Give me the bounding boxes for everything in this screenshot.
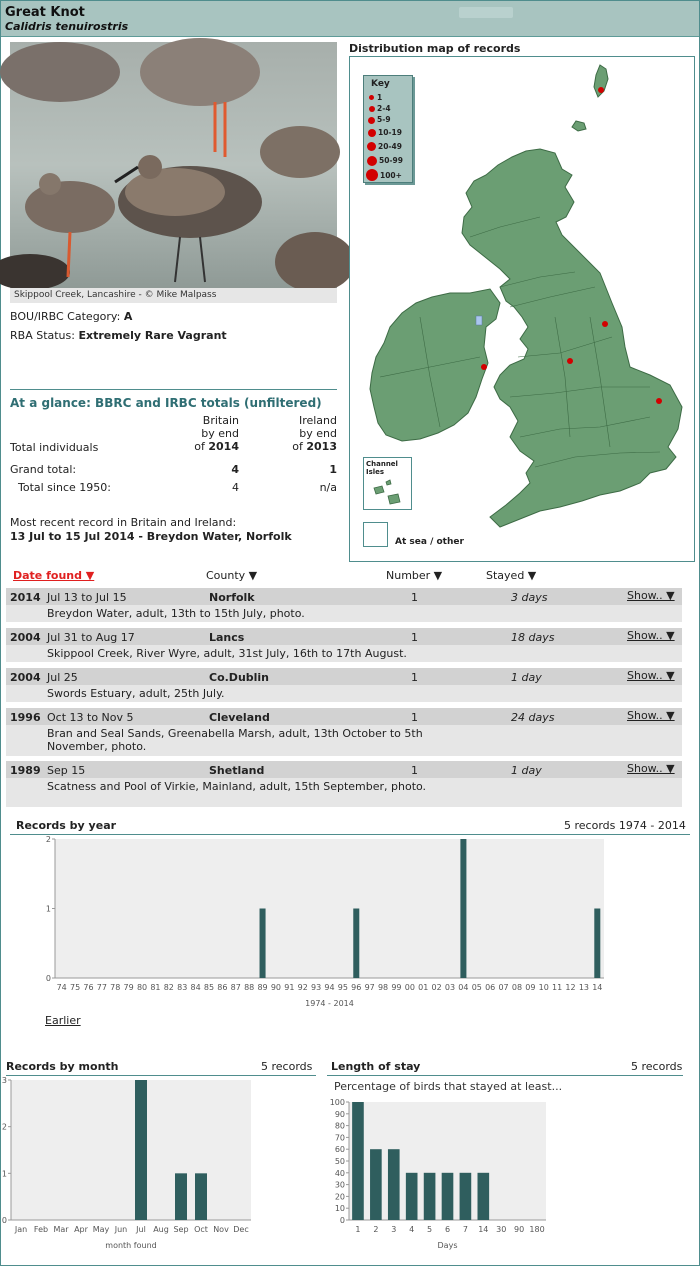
chart-x-tick-label: 93 [311,983,322,992]
chart-x-tick-label: 08 [511,983,523,992]
species-latin-name: Calidris tenuirostris [5,20,129,33]
key-dot-1 [369,95,374,100]
chart-x-tick-label: 06 [485,983,496,992]
chart-title: Percentage of birds that stayed at least... [334,1080,563,1093]
record-number: 1 [411,591,418,604]
ireland-column-header [276,414,337,453]
record-number: 1 [411,671,418,684]
map-dot-norfolk [656,398,662,404]
ireland-head-line2: by end [299,427,337,440]
at-sea-label: At sea / other [395,537,464,547]
chart-x-axis-label: Days [437,1241,458,1250]
chart-bar [460,1173,472,1220]
chart-x-tick-label: 74 [56,983,67,992]
record-dates: Jul 31 to Aug 17 [47,631,135,644]
photo-caption: Skippool Creek, Lancashire - © Mike Malpass [10,288,337,303]
chart-bar [370,1149,382,1220]
record-year: 2004 [10,631,41,644]
britain-column-header [180,414,239,453]
chart-x-tick-label: 180 [529,1225,545,1234]
sort-date-found[interactable]: Date found ▼ [13,569,95,582]
record-dates: Jul 13 to Jul 15 [47,591,127,604]
chart-x-tick-label: 96 [351,983,362,992]
chart-bar [460,839,466,978]
chart-bar [424,1173,436,1220]
record-detail: Skippool Creek, River Wyre, adult, 31st July, 16th to 17th August. [47,647,407,660]
chart-y-tick-label: 100 [329,1098,345,1107]
record-show-link[interactable]: Show.. ▼ [627,589,675,602]
map-dot-lancs [567,358,573,364]
table-row [6,628,682,662]
status-label: RBA Status: [10,329,75,342]
status-value: Extremely Rare Vagrant [78,329,227,342]
chart-x-tick-label: May [92,1225,110,1234]
key-dot-2 [369,106,375,112]
chart-y-tick-label: 1 [1,1169,7,1179]
record-stayed: 3 days [511,591,548,604]
record-year: 1989 [10,764,41,777]
britain-year: 2014 [208,440,239,453]
record-year: 2004 [10,671,41,684]
chart-x-tick-label: 86 [217,983,228,992]
chart-x-tick-label: 95 [337,983,348,992]
length-of-stay-chart [327,1075,683,1255]
since-1950-label: Total since 1950: [18,481,111,494]
chart-y-tick-label: 0 [45,974,51,983]
chart-x-tick-label: 11 [552,983,563,992]
record-show-link[interactable]: Show.. ▼ [627,709,675,722]
chart-x-axis-label: 1974 - 2014 [305,999,354,1008]
chart-x-tick-label: 04 [458,983,469,992]
chart-y-tick-label: 60 [334,1145,345,1155]
records-by-month-summary: 5 records [261,1060,313,1073]
length-of-stay-title: Length of stay [331,1060,421,1073]
record-detail: Swords Estuary, adult, 25th July. [47,687,225,700]
chart-y-tick-label: 0 [339,1216,345,1225]
chart-x-tick-label: 07 [498,983,509,992]
chart-x-tick-label: Feb [33,1225,49,1234]
table-row [6,761,682,807]
grand-total-ireland: 1 [329,463,337,476]
chart-x-tick-label: 92 [297,983,308,992]
record-detail: Breydon Water, adult, 13th to 15th July, photo. [47,607,305,620]
chart-x-tick-label: 14 [478,1225,489,1234]
ireland-year: 2013 [306,440,337,453]
records-by-year-summary: 5 records 1974 - 2014 [564,819,686,832]
chart-y-tick-label: 0 [1,1216,7,1225]
chart-bar [195,1173,207,1220]
chart-x-tick-label: 2 [373,1225,379,1234]
channel-isles-label: Channel Isles [366,460,398,476]
recent-record-label: Most recent record in Britain and Ireland: [10,516,237,529]
species-photo [10,42,337,288]
table-row [6,668,682,702]
chart-x-tick-label: 00 [404,983,415,992]
table-row-header [6,668,682,685]
chart-plot-area [55,839,604,978]
chart-bar [594,909,600,979]
key-dot-4 [368,129,376,137]
chart-x-tick-label: 14 [592,983,603,992]
chart-y-tick-label: 2 [45,835,51,844]
chart-x-tick-label: 01 [418,983,429,992]
record-stayed: 24 days [511,711,555,724]
record-county: Lancs [209,631,245,644]
category-value: A [123,310,133,323]
key-label-5: 20-49 [378,142,402,151]
chart-y-tick-label: 3 [1,1076,7,1085]
record-county: Shetland [209,764,265,777]
ireland-head-line3 [276,440,337,453]
record-county: Norfolk [209,591,255,604]
chart-bar [353,909,359,979]
record-number: 1 [411,764,418,777]
records-by-year-chart [10,834,690,1014]
key-dot-7 [366,169,378,181]
channel-isles-svg [364,458,411,509]
record-stayed: 18 days [511,631,555,644]
chart-x-tick-label: 09 [525,983,536,992]
length-of-stay-summary: 5 records [631,1060,683,1073]
recent-record-value: 13 Jul to 15 Jul 2014 - Breydon Water, Norfolk [10,530,292,543]
record-year: 1996 [10,711,41,724]
chart-x-tick-label: 4 [409,1225,415,1234]
map-title: Distribution map of records [349,42,521,55]
chart-plot-area [11,1080,251,1220]
chart-x-tick-label: 13 [578,983,590,992]
ireland-head-line1: Ireland [298,414,337,427]
chart-y-tick-label: 1 [45,904,51,914]
chart-x-tick-label: Jul [136,1225,146,1234]
species-header [1,1,699,37]
sort-stayed[interactable]: Stayed ▼ [486,569,537,582]
chart-x-axis-label: month found [105,1241,157,1250]
ireland-head-of: of [292,440,303,453]
chart-bar [352,1102,364,1220]
chart-x-tick-label: Jun [114,1225,128,1234]
chart-x-tick-label: 02 [431,983,442,992]
glance-title: At a glance: BBRC and IRBC totals (unfiltered) [10,389,337,410]
chart-bar [442,1173,454,1220]
map-key-title: Key [371,79,390,89]
chart-y-tick-label: 70 [334,1133,345,1143]
chart-x-tick-label: 97 [364,983,375,992]
category-label: BOU/IRBC Category: [10,310,121,323]
chart-x-tick-label: Sep [173,1225,189,1234]
chart-bar [135,1080,147,1220]
records-by-month-chart [1,1075,316,1255]
record-stayed: 1 day [511,671,542,684]
record-dates: Sep 15 [47,764,86,777]
record-number: 1 [411,631,418,644]
map-dot-dublin [481,364,487,370]
chart-x-tick-label: Apr [74,1225,88,1234]
record-number: 1 [411,711,418,724]
britain-head-line2: by end [201,427,239,440]
channel-isles-inset[interactable] [363,457,412,510]
chart-x-tick-label: 81 [150,983,161,992]
chart-x-tick-label: 30 [496,1225,507,1234]
key-label-6: 50-99 [379,156,403,165]
chart-y-tick-label: 80 [334,1121,345,1131]
chart-x-tick-label: 78 [110,983,121,992]
chart-x-tick-label: 5 [427,1225,433,1234]
chart-x-tick-label: Dec [233,1225,249,1234]
record-show-link[interactable]: Show.. ▼ [627,762,675,775]
chart-bar [175,1173,187,1220]
key-dot-6 [367,156,377,166]
record-county: Cleveland [209,711,270,724]
chart-x-tick-label: 85 [203,983,215,992]
grand-total-label: Grand total: [10,463,77,476]
record-detail: Scatness and Pool of Virkie, Mainland, adult, 15th September, photo. [47,780,427,793]
key-label-7: 100+ [380,171,402,180]
grand-total-britain: 4 [231,463,239,476]
chart-y-tick-label: 90 [334,1109,345,1119]
chart-x-tick-label: 87 [230,983,241,992]
table-row-header [6,761,682,778]
chart-x-tick-label: Oct [194,1225,208,1234]
chart-y-tick-label: 20 [334,1192,345,1202]
at-sea-box[interactable] [363,522,388,547]
key-label-3: 5-9 [377,115,391,124]
record-county: Co.Dublin [209,671,270,684]
chart-x-tick-label: 84 [190,983,201,992]
chart-x-tick-label: 79 [123,983,134,992]
chart-x-tick-label: 90 [270,983,282,992]
earlier-link[interactable]: Earlier [45,1014,81,1027]
chart-x-tick-label: Nov [213,1225,229,1234]
key-label-2: 2-4 [377,104,391,113]
record-year: 2014 [10,591,41,604]
chart-x-tick-label: 10 [538,983,549,992]
chart-x-tick-label: 12 [565,983,576,992]
chart-x-tick-label: 90 [514,1225,525,1234]
chart-x-tick-label: 94 [324,983,335,992]
map-dot-shetland [598,87,604,93]
table-row [6,708,682,756]
chart-x-tick-label: 98 [377,983,389,992]
chart-x-tick-label: 05 [471,983,482,992]
record-show-link[interactable]: Show.. ▼ [627,629,675,642]
since-1950-britain: 4 [232,481,239,494]
chart-x-tick-label: 99 [391,983,402,992]
records-by-year-title: Records by year [16,819,117,832]
chart-x-tick-label: 76 [83,983,94,992]
chart-y-tick-label: 2 [1,1122,7,1132]
chart-x-tick-label: 91 [284,983,295,992]
record-show-link[interactable]: Show.. ▼ [627,669,675,682]
status-line [10,329,227,342]
chart-x-tick-label: Mar [53,1225,69,1234]
key-label-4: 10-19 [378,128,402,137]
chart-bar [260,909,266,979]
chart-x-tick-label: 75 [69,983,81,992]
sort-county[interactable]: County ▼ [206,569,258,582]
chart-x-tick-label: 83 [177,983,188,992]
chart-x-tick-label: 1 [355,1225,361,1234]
map-dot-cleveland [602,321,608,327]
table-row [6,588,682,622]
chart-x-tick-label: 77 [96,983,107,992]
records-by-month-title: Records by month [6,1060,119,1073]
chart-y-tick-label: 30 [334,1180,345,1190]
map-key [363,75,413,183]
chart-bar [477,1173,489,1220]
sort-number[interactable]: Number ▼ [386,569,443,582]
britain-head-line1: Britain [202,414,239,427]
record-detail: Bran and Seal Sands, Greenabella Marsh, adult, 13th October to 5th November, photo. [47,727,423,753]
chart-x-tick-label: 82 [163,983,174,992]
record-stayed: 1 day [511,764,542,777]
chart-x-tick-label: 88 [244,983,255,992]
britain-head-line3 [180,440,239,453]
chart-x-tick-label: 03 [444,983,456,992]
chart-bar [406,1173,418,1220]
key-dot-5 [367,142,376,151]
chart-x-tick-label: 89 [257,983,268,992]
record-dates: Oct 13 to Nov 5 [47,711,134,724]
chart-y-tick-label: 40 [334,1168,345,1178]
species-name: Great Knot [5,5,85,20]
since-1950-ireland: n/a [319,481,337,494]
key-label-1: 1 [377,93,383,102]
key-dot-3 [368,117,375,124]
chart-x-tick-label: 7 [462,1225,468,1234]
chart-bar [388,1149,400,1220]
record-dates: Jul 25 [47,671,78,684]
total-individuals-label: Total individuals [10,441,99,454]
species-photo-illustration [10,42,337,288]
chart-x-tick-label: 6 [444,1225,451,1234]
britain-head-of: of [194,440,205,453]
chart-x-tick-label: Aug [153,1225,169,1234]
category-line [10,310,132,323]
chart-y-tick-label: 10 [334,1204,345,1214]
chart-x-tick-label: 80 [136,983,148,992]
chart-x-tick-label: Jan [14,1225,28,1234]
chart-y-tick-label: 50 [334,1157,345,1166]
chart-x-tick-label: 3 [391,1225,397,1234]
header-ghost-element [459,7,513,18]
